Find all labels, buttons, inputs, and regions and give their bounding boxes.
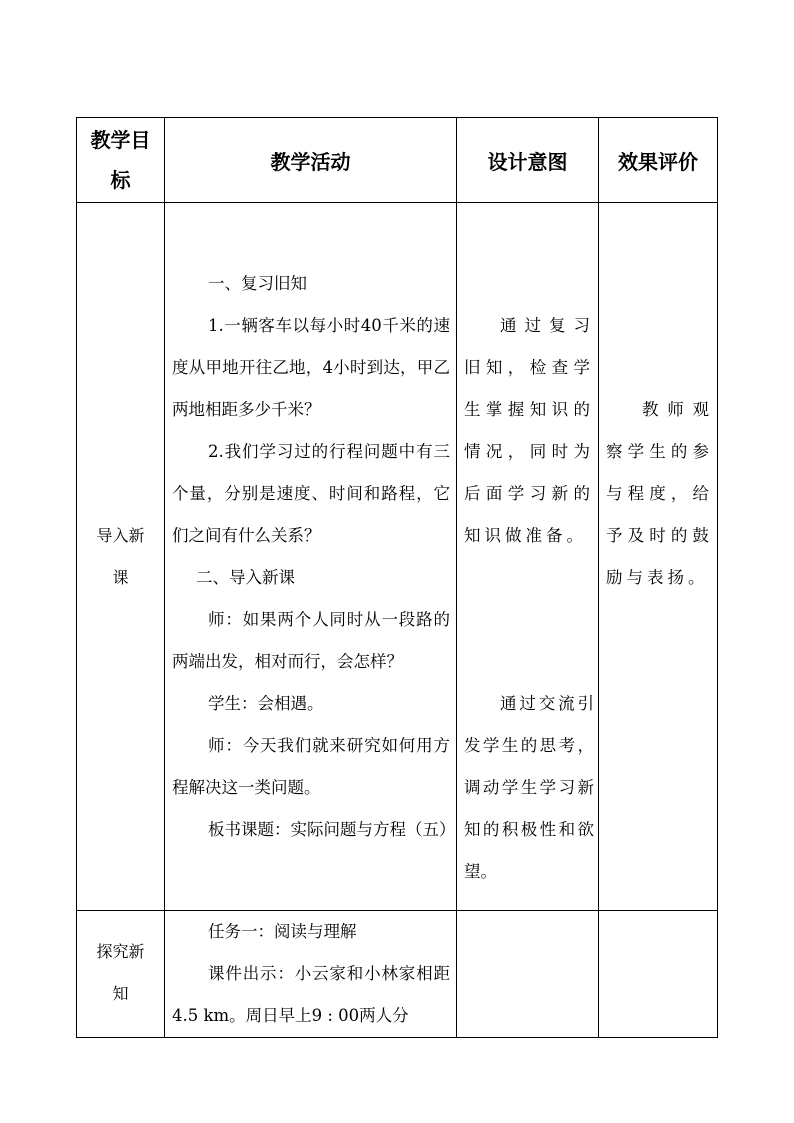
activity-paragraph: 师：今天我们就来研究如何用方程解决这一类问题。 — [172, 736, 450, 797]
design-paragraph: 通过交流引发学生的思考，调动学生学习新知的积极性和欲望。 — [464, 693, 594, 881]
goal-cell: 导入新 课 — [77, 203, 165, 911]
activity-paragraph: 一、复习旧知 — [208, 274, 307, 293]
table-row — [77, 203, 718, 911]
activity-paragraph: 课件出示：小云家和小林家相距4.5 km。周日早上9 : 00两人分 — [172, 964, 450, 1025]
effect-cell — [599, 911, 718, 1038]
design-cell — [457, 911, 599, 1038]
goal-cell: 探究新 知 — [77, 911, 165, 1038]
header-teaching-activity: 教学活动 — [165, 118, 457, 203]
design-paragraph: 通过复习旧知，检查学生掌握知识的情况，同时为后面学习新的知识做准备。 — [464, 315, 594, 545]
activity-paragraph: 学生：会相遇。 — [208, 694, 324, 713]
table-header-row — [77, 118, 718, 203]
table-row — [77, 911, 718, 1038]
activity-paragraph: 二、导入新课 — [196, 568, 295, 587]
lesson-plan-table — [76, 117, 718, 1038]
design-cell — [457, 203, 599, 911]
activity-cell — [165, 911, 457, 1038]
header-design-intent: 设计意图 — [457, 118, 599, 203]
activity-cell — [165, 203, 457, 911]
activity-paragraph: 任务一：阅读与理解 — [208, 922, 357, 941]
activity-paragraph: 板书课题：实际问题与方程（五） — [208, 820, 456, 839]
header-effect-evaluation: 效果评价 — [599, 118, 718, 203]
activity-paragraph: 师：如果两个人同时从一段路的两端出发，相对而行，会怎样？ — [172, 610, 450, 671]
effect-paragraph: 教师观察学生的参与程度，给予及时的鼓励与表扬。 — [606, 400, 713, 587]
activity-paragraph: 2.我们学习过的行程问题中有三个量，分别是速度、时间和路程，它们之间有什么关系？ — [172, 442, 450, 545]
activity-paragraph: 1.一辆客车以每小时40千米的速度从甲地开往乙地，4小时到达，甲乙两地相距多少千米？ — [172, 316, 450, 419]
effect-cell — [599, 203, 718, 911]
header-teaching-goal: 教学目 标 — [77, 118, 165, 203]
